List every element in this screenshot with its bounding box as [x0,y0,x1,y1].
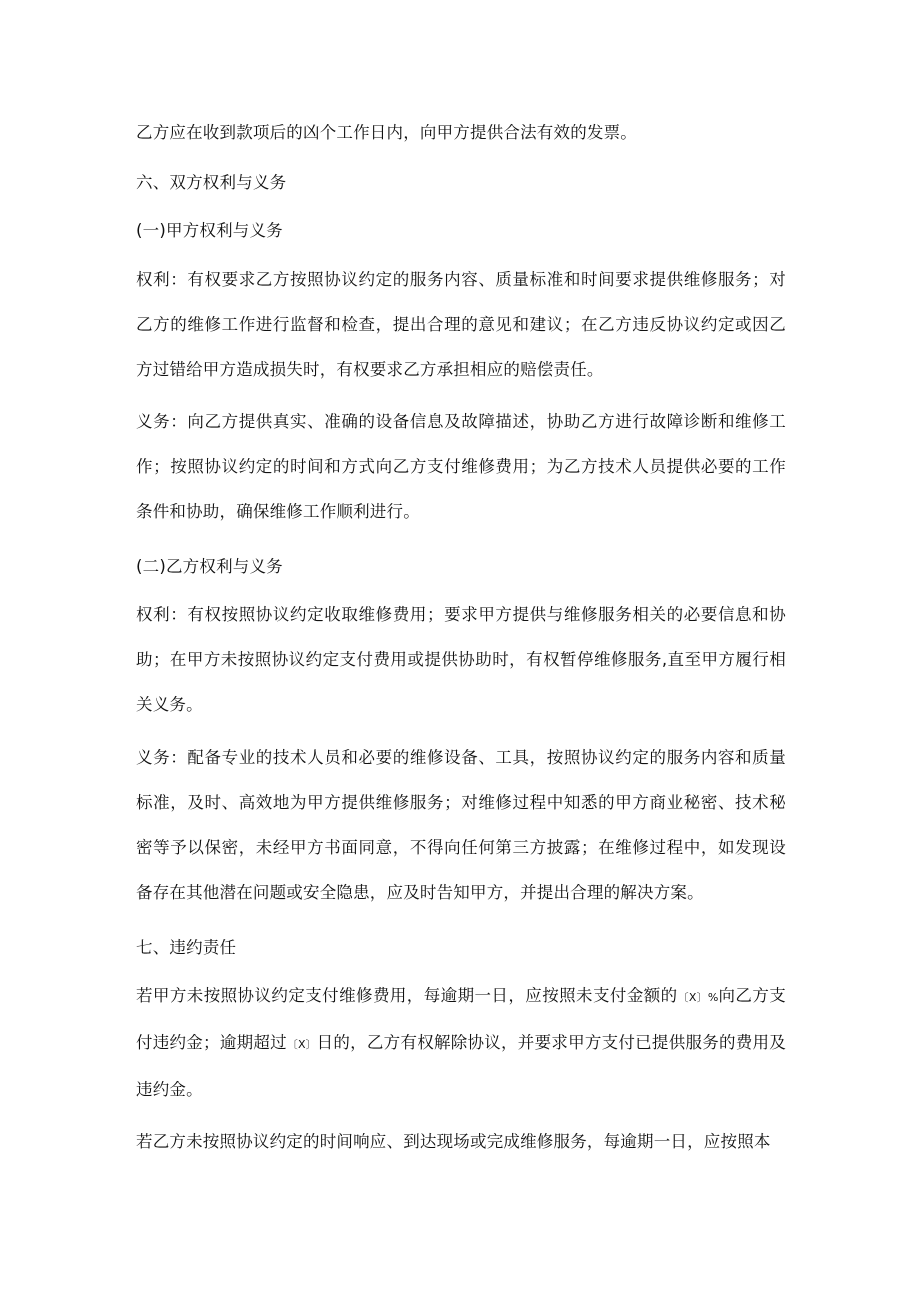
breach-a-text-1: 若甲方未按照协议约定支付维修费用，每逾期一日，应按照未支付金额的 [136,986,678,1005]
party-a-subheading: (一)甲方权利与义务 [136,221,283,240]
breach-a-text-3: 日的，乙方有权解除协议，并要求甲方支付已提供服务的费用及违约金。 [136,1033,786,1099]
percent-placeholder: 〔X〕% [677,991,719,1004]
party-a-obligations: 义务：向乙方提供真实、准确的设备信息及故障描述，协助乙方进行故障诊断和维修工作；按照协议约定的时间和方式向乙方支付维修费用；为乙方技术人员提供必要的工作条件和协助，确保维修工作顺利进行。 [136,412,786,521]
party-a-rights: 权利：有权要求乙方按照协议约定的服务内容、质量标准和时间要求提供维修服务；对乙方的维修工作进行监督和检查，提出合理的意见和建议；在乙方违反协议约定或因乙方过错给甲方造成损失时，有权要求乙方承担相应的赔偿责任。 [136,270,786,379]
party-b-obligations: 义务：配备专业的技术人员和必要的维修设备、工具，按照协议约定的服务内容和质量标准，及时、高效地为甲方提供维修服务；对维修过程中知悉的甲方商业秘密、技术秘密等予以保密，未经甲方书面同意，不得向任何第三方披露；在维修过程中，如发现设备存在其他潜在问题或安全隐患，应及时告知甲方，并提出合理的解决方案。 [136,748,786,902]
party-b-rights: 权利：有权按照协议约定收取维修费用；要求甲方提供与维修服务相关的必要信息和协助；在甲方未按照协议约定支付费用或提供协助时，有权暂停维修服务,直至甲方履行相关义务。 [136,605,786,714]
party-b-subheading: (二)乙方权利与义务 [136,557,283,576]
section-7-heading: 七、违约责任 [136,938,237,957]
invoice-clause: 乙方应在收到款项后的凶个工作日内，向甲方提供合法有效的发票。 [136,123,637,142]
breach-party-b: 若乙方未按照协议约定的时间响应、到达现场或完成维修服务，每逾期一日，应按照本 [136,1132,771,1151]
breach-party-a [136,973,786,1112]
days-placeholder: 〔X〕 [286,1038,317,1051]
breach-a-text-2: 向乙方支付违约金；逾期超过 [136,986,786,1052]
section-6-heading: 六、双方权利与义务 [136,173,287,192]
